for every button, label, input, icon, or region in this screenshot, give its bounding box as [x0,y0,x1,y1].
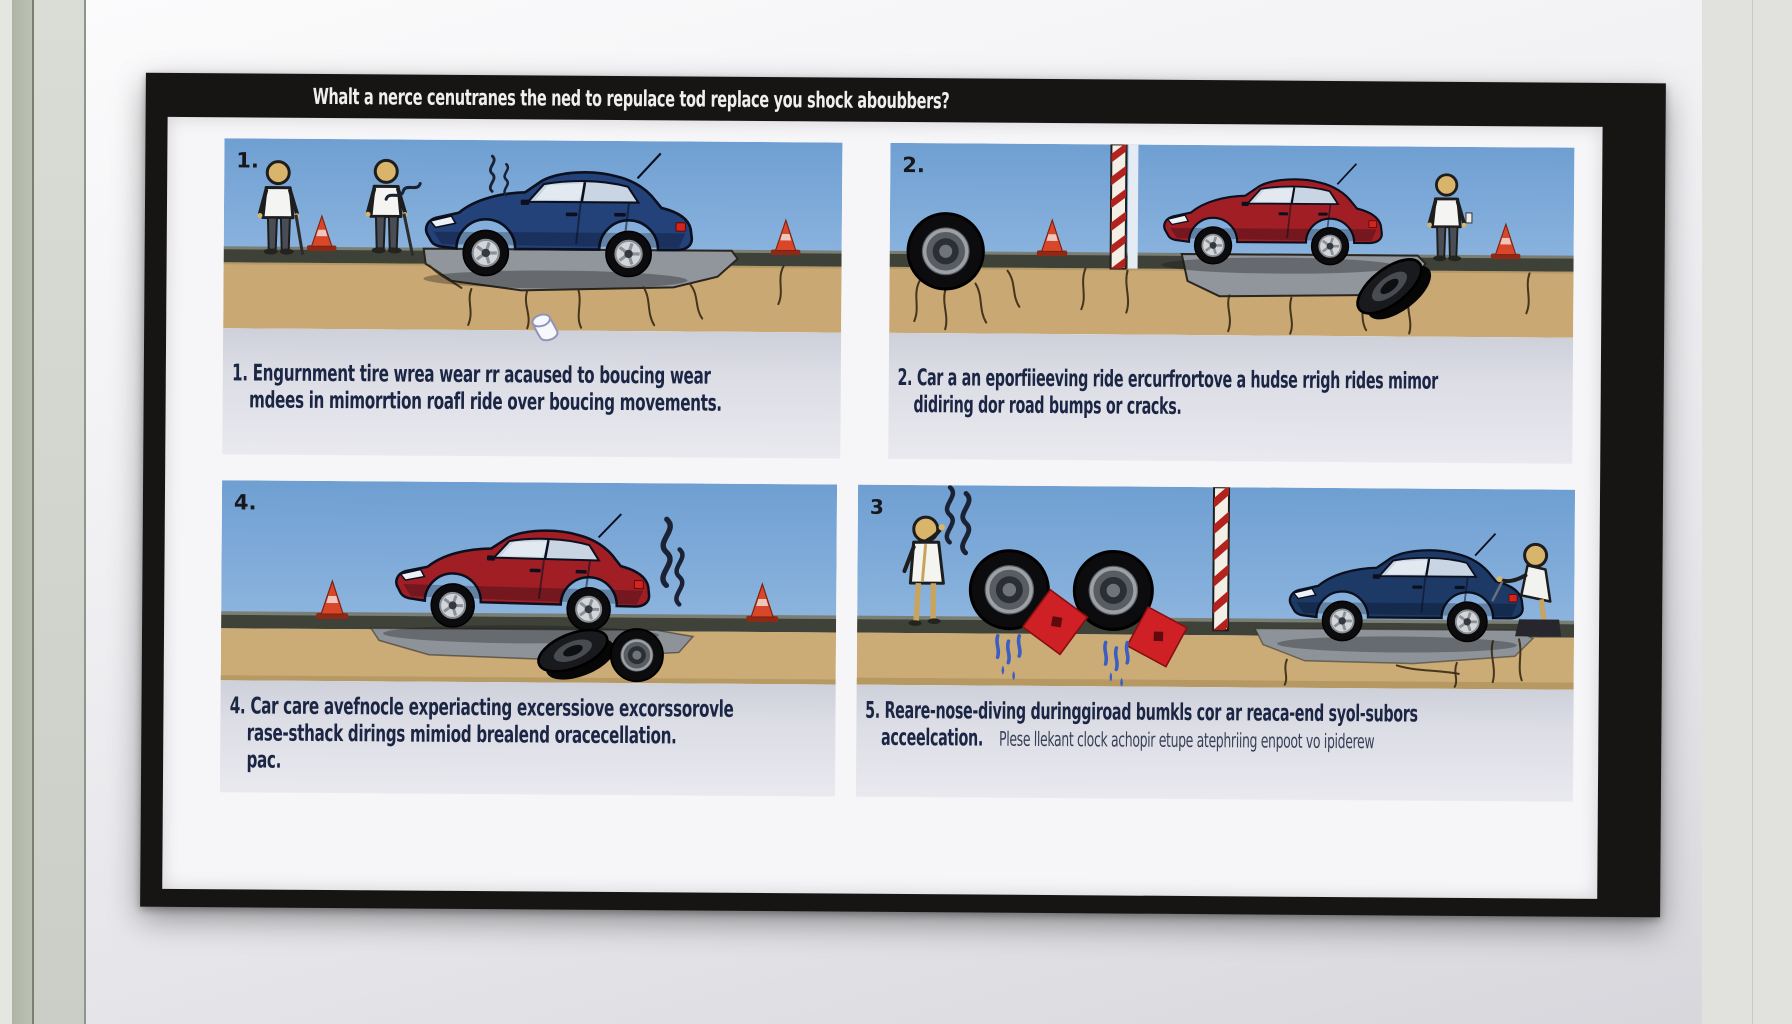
caption-text [220,693,734,777]
panel-5 [856,485,1575,802]
panel-number-label: 2. [902,152,925,178]
caption-note: Plese llekant clock achopir etupe atephriing enpoot vo ipiderew [999,726,1375,754]
projection-screen [86,0,1702,1024]
caption-line: rase-sthack dirings mimiod brealend oracecellation. [246,720,677,750]
caption-line: 5. Reare-nose-diving duringgiroad bumkls cor ar reaca-end syol-subors [865,697,1418,728]
panel-4-scene [221,480,837,684]
caption-line: didiring dor road bumps or cracks. [913,392,1182,420]
caption-text [889,364,1439,422]
panel-number-label: 4. [233,490,257,515]
panel-5-scene [857,485,1575,690]
caption-line: mdees in mimorrtion roafl ride over boucing movements. [248,387,722,417]
poster-frame [140,73,1666,918]
striped-pole [1111,143,1127,277]
caption-line [865,724,1375,755]
caption-line: 2. Car a an eporfiieeving ride ercurfrortove a hudse rrigh rides mimor [897,364,1439,395]
panel-5-caption [856,685,1574,802]
panel-1 [222,138,842,458]
panel-4-caption [220,680,836,796]
poster-title: Whalt a nerce cenutranes the ned to repulace tod replace you shock aboubbers? [312,84,950,115]
panel-1-scene [223,138,842,332]
panel-2-caption [888,333,1573,464]
panel-2 [888,143,1574,464]
panel-number-label: 3 [869,494,884,519]
poster-board [162,117,1602,899]
wall-panel-right [1701,0,1792,1024]
loose-tire-icon [908,213,984,289]
caption-line: 1. Engurnment tire wrea wear rr acaused to boucing wear [231,360,711,390]
caption-text [223,360,722,417]
striped-pole [1213,485,1229,640]
cup-doodle-icon [523,306,567,358]
handheld-item [1466,213,1472,223]
caption-bold-word: acceelcation. [881,724,984,752]
sky-gap [1128,145,1139,269]
wall-panel-left [0,0,12,1024]
panel-2-scene [889,143,1574,338]
wall-panel-left-light [34,0,84,1024]
loose-tire-icon [611,629,663,681]
panel-4 [220,480,837,796]
wall-seam [1752,0,1753,1024]
wall-panel-left-green [12,0,32,1024]
caption-line: 4. Car care avefnocle experiacting excerssiove excorssorovle [229,693,734,723]
panel-number-label: 1. [236,148,259,173]
caption-line: pac. [246,747,282,774]
caption-text [856,697,1418,755]
